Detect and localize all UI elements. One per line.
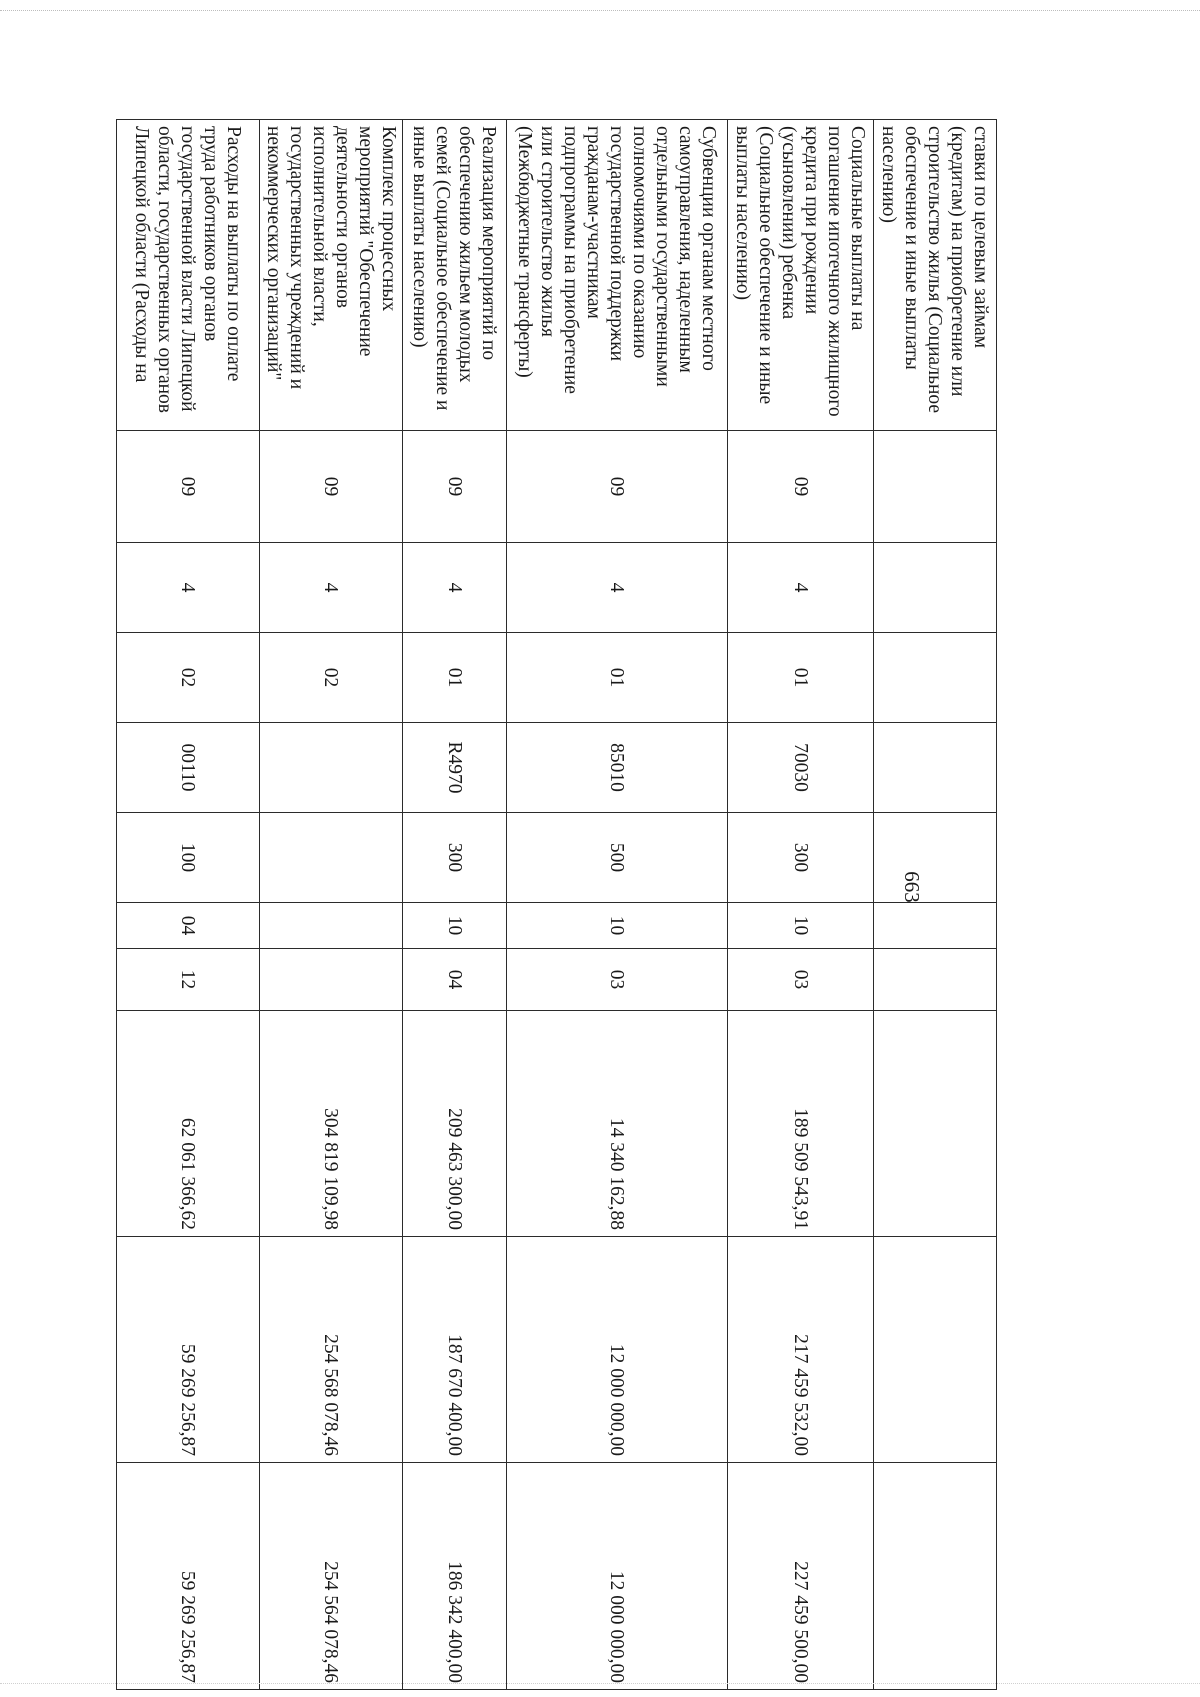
- direction-code: [260, 723, 403, 813]
- subprogram-code: 01: [728, 633, 874, 723]
- subprogram-code: 01: [403, 633, 507, 723]
- amount-year-2: 12 000 000,00: [507, 1237, 728, 1463]
- budget-table: [116, 119, 997, 1690]
- amount-year-3: 59 269 256,87: [117, 1463, 260, 1690]
- expense-type-code: 100: [117, 813, 260, 903]
- amount-year-2: 254 568 078,46: [260, 1237, 403, 1463]
- section-code: [260, 903, 403, 949]
- amount-year-1: 189 509 543,91: [728, 1011, 874, 1237]
- ministry-code: 09: [260, 431, 403, 543]
- direction-code: 70030: [728, 723, 874, 813]
- table-row: [403, 120, 507, 1690]
- section-code: 10: [507, 903, 728, 949]
- subprogram-code: [874, 633, 997, 723]
- table-row: [728, 120, 874, 1690]
- table-row: [260, 120, 403, 1690]
- amount-year-3: 186 342 400,00: [403, 1463, 507, 1690]
- amount-year-2: 187 670 400,00: [403, 1237, 507, 1463]
- scan-edge-top: [0, 10, 1200, 11]
- direction-code: [874, 723, 997, 813]
- ministry-code: 09: [507, 431, 728, 543]
- subsection-code: 03: [728, 949, 874, 1011]
- amount-year-3: [874, 1463, 997, 1690]
- subsection-code: 03: [507, 949, 728, 1011]
- row-description: Реализация мероприятий по обеспечению жильем молодых семей (Социальное обеспечение и иные выплаты населению): [403, 120, 507, 431]
- subsection-code: [260, 949, 403, 1011]
- table-row: [507, 120, 728, 1690]
- subsection-code: 04: [403, 949, 507, 1011]
- amount-year-1: 14 340 162,88: [507, 1011, 728, 1237]
- expense-type-code: [874, 813, 997, 903]
- subsection-code: [874, 949, 997, 1011]
- row-description: ставки по целевым займам (кредитам) на приобретение или строительство жилья (Социальное обеспечение и иные выплаты населению): [874, 120, 997, 431]
- section-code: 10: [728, 903, 874, 949]
- ministry-code: [874, 431, 997, 543]
- section-code: 10: [403, 903, 507, 949]
- subsection-code: 12: [117, 949, 260, 1011]
- scan-edge-bottom: [0, 1683, 1200, 1684]
- amount-year-2: [874, 1237, 997, 1463]
- amount-year-1: 209 463 300,00: [403, 1011, 507, 1237]
- amount-year-3: 227 459 500,00: [728, 1463, 874, 1690]
- table-row: [117, 120, 260, 1690]
- amount-year-1: [874, 1011, 997, 1237]
- amount-year-3: 12 000 000,00: [507, 1463, 728, 1690]
- program-code: 4: [260, 543, 403, 633]
- amount-year-3: 254 564 078,46: [260, 1463, 403, 1690]
- amount-year-2: 217 459 532,00: [728, 1237, 874, 1463]
- section-code: [874, 903, 997, 949]
- row-description: Расходы на выплаты по оплате труда работников органов государственной власти Липецкой области, государственных органов Липецкой области (Расходы на: [117, 120, 260, 431]
- ministry-code: 09: [728, 431, 874, 543]
- subprogram-code: 01: [507, 633, 728, 723]
- amount-year-1: 304 819 109,98: [260, 1011, 403, 1237]
- expense-type-code: 300: [728, 813, 874, 903]
- rotated-table-container: [125, 119, 997, 1689]
- expense-type-code: 500: [507, 813, 728, 903]
- amount-year-2: 59 269 256,87: [117, 1237, 260, 1463]
- program-code: 4: [728, 543, 874, 633]
- direction-code: R4970: [403, 723, 507, 813]
- program-code: 4: [403, 543, 507, 633]
- subprogram-code: 02: [117, 633, 260, 723]
- section-code: 04: [117, 903, 260, 949]
- expense-type-code: 300: [403, 813, 507, 903]
- program-code: 4: [117, 543, 260, 633]
- program-code: 4: [507, 543, 728, 633]
- direction-code: 00110: [117, 723, 260, 813]
- amount-year-1: 62 061 366,62: [117, 1011, 260, 1237]
- subprogram-code: 02: [260, 633, 403, 723]
- page-number: 663: [900, 871, 924, 903]
- expense-type-code: [260, 813, 403, 903]
- row-description: Социальные выплаты на погашение ипотечного жилищного кредита при рождении (усыновлении) ребенка (Социальное обеспечение и иные выплаты населению): [728, 120, 874, 431]
- row-description: Комплекс процессных мероприятий "Обеспечение деятельности органов исполнительной власти, государственных учреждений и некоммерческих организаций": [260, 120, 403, 431]
- direction-code: 85010: [507, 723, 728, 813]
- ministry-code: 09: [403, 431, 507, 543]
- table-row: [874, 120, 997, 1690]
- program-code: [874, 543, 997, 633]
- ministry-code: 09: [117, 431, 260, 543]
- row-description: Субвенции органам местного самоуправления, наделенным отдельными государственными полномочиями по оказанию государственной поддержки гражданам-участникам подпрограммы на приобретение или строительство жилья (Межбюджетные трансферты): [507, 120, 728, 431]
